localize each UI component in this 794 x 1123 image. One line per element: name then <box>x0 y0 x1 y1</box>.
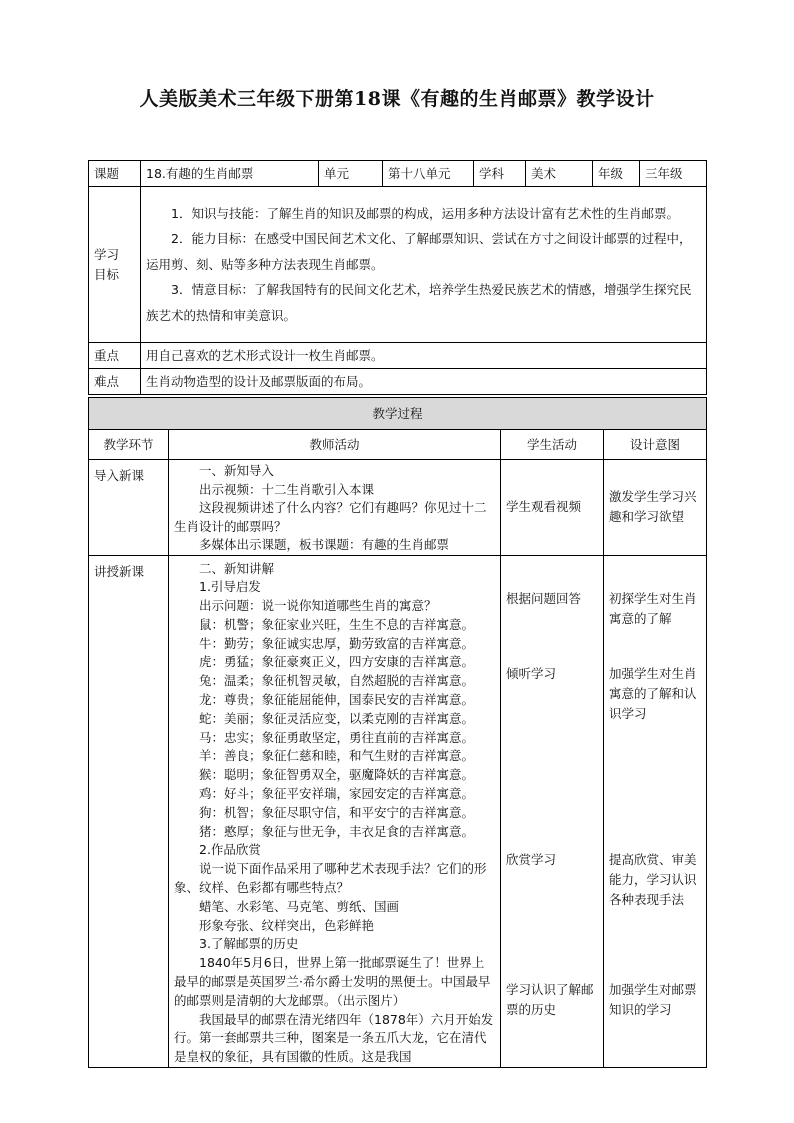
goal-ability: 2．能力目标：在感受中国民间艺术文化、了解邮票知识、尝试在方寸之间设计邮票的过程中，运用剪、刻、贴等多种方法表现生肖邮票。 <box>146 231 692 272</box>
guide-heading: 1.引导启发 <box>199 579 261 595</box>
student-listen: 倾听学习 <box>506 665 557 681</box>
grade-label: 年级 <box>593 161 640 187</box>
header-student: 学生活动 <box>501 430 604 460</box>
stage-new: 讲授新课 <box>89 555 169 1068</box>
appreciate-heading: 2.作品欣赏 <box>199 842 261 858</box>
subject-value: 美术 <box>526 161 593 187</box>
intro-heading: 一、新知导入 <box>199 463 275 478</box>
new-heading: 二、新知讲解 <box>199 560 275 576</box>
zodiac-rooster: 鸡：好斗；象征平安祥瑞，家园安定的吉祥寓意。 <box>199 786 475 802</box>
intent-aesthetic: 提高欣赏、审美能力，学习认识各种表现手法 <box>609 851 697 907</box>
stage-intro: 导入新课 <box>89 460 169 556</box>
appreciate-question: 说一说下面作品采用了哪种艺术表现手法？它们的形象、纹样、色彩都有哪些特点？ <box>174 861 487 896</box>
zodiac-goat: 羊：善良；象征仁慈和睦，和气生财的吉祥寓意。 <box>199 748 475 764</box>
unit-label: 单元 <box>319 161 383 187</box>
appreciate-features: 形象夸张、纹样突出，色彩鲜艳 <box>199 917 375 933</box>
student-history: 学习认识了解邮票的历史 <box>506 981 594 1017</box>
header-intent: 设计意图 <box>604 430 707 460</box>
zodiac-rat: 鼠：机警；象征家业兴旺，生生不息的吉祥寓意。 <box>199 616 475 632</box>
intro-video: 出示视频：十二生肖歌引入本课 <box>199 481 375 497</box>
process-heading: 教学过程 <box>89 398 707 430</box>
zodiac-horse: 马：忠实；象征勇敢坚定，勇往直前的吉祥寓意。 <box>199 729 475 745</box>
goals-label: 学习 目标 <box>89 187 141 343</box>
zodiac-tiger: 虎：勇猛；象征豪爽正义，四方安康的吉祥寓意。 <box>199 654 475 670</box>
zodiac-monkey: 猴：聪明；象征智勇双全，驱魔降妖的吉祥寓意。 <box>199 767 475 783</box>
difficulty-value: 生肖动物造型的设计及邮票版面的布局。 <box>141 369 707 395</box>
key-point-label: 重点 <box>89 343 141 369</box>
student-appreciate: 欣赏学习 <box>506 851 557 867</box>
teaching-process-table <box>88 397 707 1068</box>
intro-question: 这段视频讲述了什么内容？它们有趣吗？你见过十二生肖设计的邮票吗？ <box>174 500 487 534</box>
intent-intro: 激发学生学习兴趣和学习欲望 <box>604 460 707 556</box>
goal-emotion: 3．情意目标：了解我国特有的民间文化艺术，培养学生热爱民族艺术的情感，增强学生探究民族艺术的热情和审美意识。 <box>146 282 692 323</box>
intro-board: 多媒体出示课题，板书课题：有趣的生肖邮票 <box>199 537 450 552</box>
intent-new <box>604 555 707 1068</box>
zodiac-pig: 猪：憨厚；象征与世无争，丰衣足食的吉祥寓意。 <box>199 823 475 839</box>
subject-label: 学科 <box>474 161 526 187</box>
goal-knowledge: 1．知识与技能：了解生肖的知识及邮票的构成，运用多种方法设计富有艺术性的生肖邮票。 <box>171 205 679 221</box>
history-first-stamp: 1840年5月6日，世界上第一批邮票诞生了！世界上最早的邮票是英国罗兰·希尔爵士发明的黑便士。中国最早的邮票则是清朝的大龙邮票。（出示图片） <box>174 955 491 1008</box>
intent-stamp-knowledge: 加强学生对邮票知识的学习 <box>609 981 697 1017</box>
key-point-value: 用自己喜欢的艺术形式设计一枚生肖邮票。 <box>141 343 707 369</box>
history-heading: 3.了解邮票的历史 <box>199 936 299 952</box>
intent-explore: 初探学生对生肖寓意的了解 <box>609 590 697 626</box>
grade-value: 三年级 <box>640 161 707 187</box>
appreciate-media: 蜡笔、水彩笔、马克笔、剪纸、国画 <box>199 898 400 914</box>
zodiac-ox: 牛：勤劳；象征诚实忠厚，勤劳致富的吉祥寓意。 <box>199 635 475 651</box>
header-teacher: 教师活动 <box>169 430 501 460</box>
zodiac-rabbit: 兔：温柔；象征机智灵敏，自然超脱的吉祥寓意。 <box>199 673 475 689</box>
goals-content <box>141 187 707 343</box>
topic-value: 18.有趣的生肖邮票 <box>141 161 319 187</box>
student-new <box>501 555 604 1068</box>
header-stage: 教学环节 <box>89 430 169 460</box>
student-answer: 根据问题回答 <box>506 590 582 606</box>
topic-label: 课题 <box>89 161 141 187</box>
lesson-info-table <box>88 160 707 395</box>
unit-value: 第十八单元 <box>383 161 474 187</box>
page-title: 人美版美术三年级下册第18课《有趣的生肖邮票》教学设计 <box>139 88 655 110</box>
teacher-new <box>169 555 501 1068</box>
zodiac-snake: 蛇：美丽；象征灵活应变，以柔克刚的吉祥寓意。 <box>199 710 475 726</box>
difficulty-label: 难点 <box>89 369 141 395</box>
zodiac-dog: 狗：机智；象征尽职守信，和平安宁的吉祥寓意。 <box>199 804 475 820</box>
history-china-stamp: 我国最早的邮票在清光绪四年（1878年）六月开始发行。第一套邮票共三种，图案是一条五爪大龙，它在清代是皇权的象征，具有国徽的性质。这是我国 <box>174 1011 494 1065</box>
guide-question: 出示问题：说一说你知道哪些生肖的寓意？ <box>199 598 437 614</box>
teacher-intro <box>169 460 501 556</box>
intent-strengthen: 加强学生对生肖寓意的了解和认识学习 <box>609 665 697 721</box>
student-intro: 学生观看视频 <box>501 460 604 556</box>
zodiac-dragon: 龙：尊贵；象征能屈能伸，国泰民安的吉祥寓意。 <box>199 692 475 708</box>
